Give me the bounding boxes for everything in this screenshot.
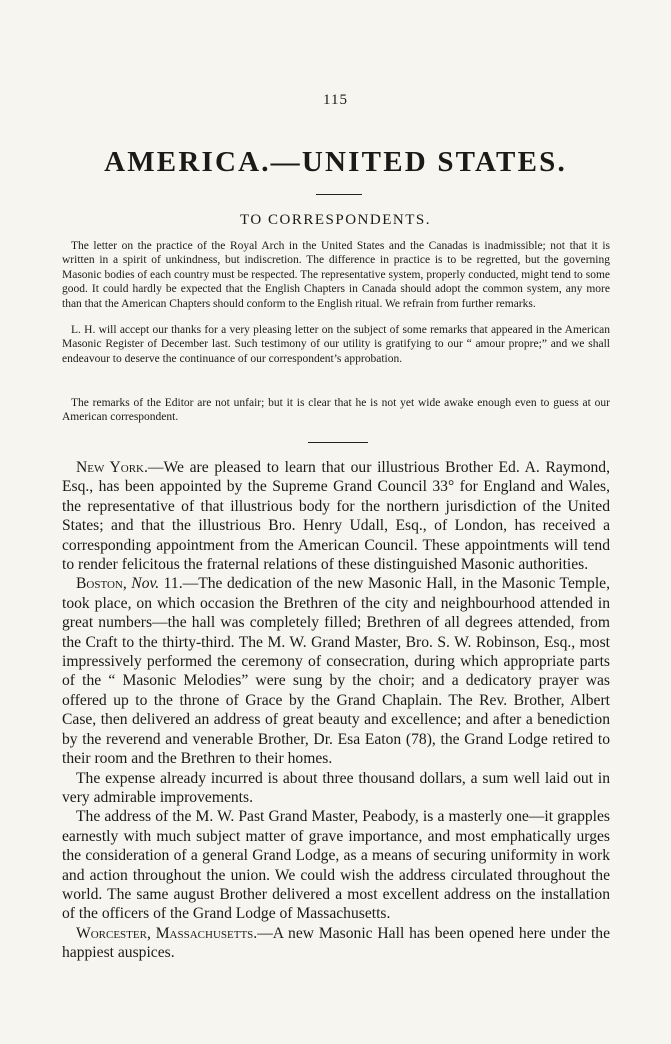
news-section [62, 458, 610, 963]
section-divider [308, 442, 368, 443]
section-heading: TO CORRESPONDENTS. [240, 212, 431, 228]
news-paragraph-boston [62, 574, 610, 768]
news-paragraph-new-york [62, 458, 610, 574]
news-paragraph-worcester [62, 924, 610, 963]
place-name: New York. [76, 459, 148, 476]
news-paragraph-address: The address of the M. W. Past Grand Master, Peabody, is a masterly one—it grapples earnestly with much subject matter of grave importance, and most emphatically urges the consideration of a general Grand Lodge, as a means of securing uniformity in work and action throughout the union. We could wish the address circulated throughout the world. The same august Brother delivered a most excellent address on the installation of the officers of the Grand Lodge of Massachusetts. [62, 808, 610, 923]
page-number: 115 [323, 92, 348, 108]
title-divider [316, 194, 362, 195]
news-text: —We are pleased to learn that our illustrious Brother Ed. A. Raymond, Esq., has been appointed by the Supreme Grand Council 33° for England and Wales, the representative of that illustrious body for the northern jurisdiction of the United States; and that the illustrious Bro. Henry Udall, Esq., of London, has received a corresponding appointment from the American Council. These appointments will tend to render felicitous the fraternal relations of these distinguished Masonic authorities. [62, 459, 610, 574]
correspondent-note [62, 239, 610, 311]
correspondent-paragraph-lh: L. H. will accept our thanks for a very pleasing letter on the subject of some remarks that appeared in the American Masonic Register of December last. Such testimony of our utility is gratifying to our “ amour propre;” and we shall endeavour to deserve the continuance of our correspondent’s approbation. [62, 324, 610, 365]
correspondent-paragraph-royal-arch: The letter on the practice of the Royal Arch in the United States and the Canadas is inadmissible; not that it is written in a spirit of unkindness, but indiscretion. The difference in practice is to be regretted, but the governing Masonic bodies of each country must be respected. The representative system, properly conducted, might tend to some good. It could hardly be expected that the English Chapters in Canada should adopt the common system, any more than that the American Chapters should conform to the English ritual. We refrain from further remarks. [62, 240, 610, 310]
place-name: Worcester, Massachusetts. [76, 924, 258, 942]
news-text: 11.—The dedication of the new Masonic Hall, in the Masonic Temple, took place, on which occasion the Brethren of the city and neighbourhood attended in great numbers—the hall was completely filled; Brethren of all degrees attended, from the Craft to the thirty-third. The M. W. Grand Master, Bro. S. W. Robinson, Esq., most impressively performed the ceremony of consecration, during which appropriate parts of the “ Masonic Melodies” were sung by the choir; and a dedicatory prayer was offered up to the throne of Grace by the Grand Chaplain. The Rev. Brother, Albert Case, then delivered an address of great beauty and excellence; and after a benediction by the reverend and venerable Brother, Dr. Esa Eaton (78), the Grand Lodge retired to their room and the Brethren to their homes. [62, 575, 610, 768]
correspondent-note [62, 323, 610, 366]
correspondent-paragraph-editor: The remarks of the Editor are not unfair; but it is clear that he is not yet wide awake enough even to guess at our American correspondent. [62, 397, 610, 424]
page-title: AMERICA.—UNITED STATES. [104, 146, 567, 178]
place-name: Boston, [76, 575, 127, 593]
correspondent-note [62, 396, 610, 425]
news-text: —A new Masonic Hall has been opened here under the happiest auspices. [62, 924, 611, 962]
news-paragraph-expense: The expense already incurred is about three thousand dollars, a sum well laid out in very admirable improvements. [62, 769, 610, 806]
news-date: Nov. [131, 575, 160, 593]
